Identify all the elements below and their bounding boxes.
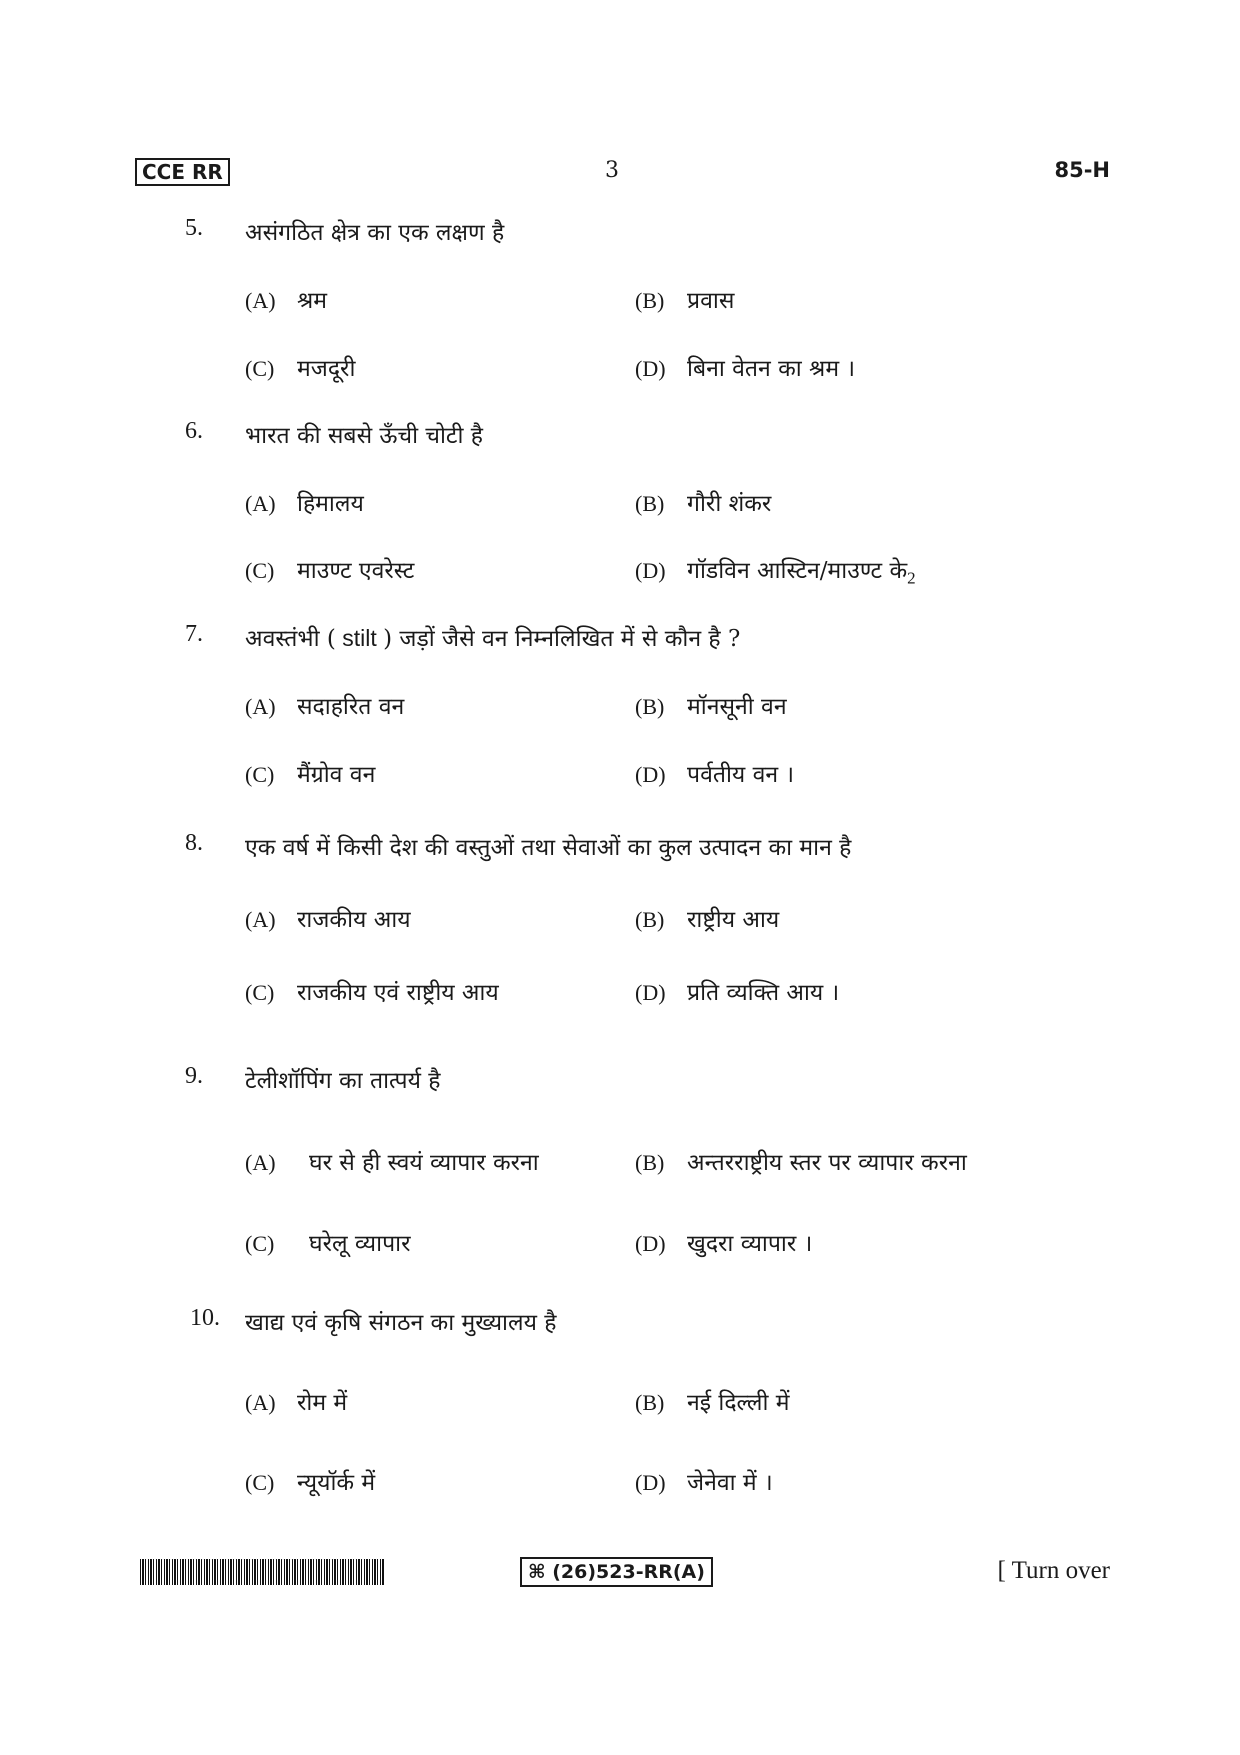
option-label: (D) (635, 980, 666, 1005)
option-c (245, 1226, 411, 1258)
option-row (245, 283, 1085, 317)
option-d (635, 1226, 812, 1258)
option-row (245, 553, 1085, 587)
option-row (245, 351, 1085, 385)
option-label: (B) (635, 694, 665, 719)
option-b (635, 1385, 790, 1417)
option-row (245, 1465, 1085, 1499)
option-label: (D) (635, 762, 666, 787)
question-text: खाद्य एवं कृषि संगठन का मुख्यालय है (245, 1310, 557, 1336)
option-row (245, 757, 1085, 791)
option-b (635, 283, 734, 315)
option-label: (A) (245, 1390, 276, 1415)
option-text: नई दिल्ली में (687, 1390, 790, 1416)
option-row (245, 689, 1085, 723)
option-d (635, 1465, 773, 1497)
barcode (140, 1559, 385, 1585)
option-c (245, 975, 499, 1007)
option-label: (A) (245, 1150, 276, 1175)
option-label: (C) (245, 980, 275, 1005)
option-text: खुदरा व्यापार । (687, 1231, 813, 1257)
question-number: 7. (185, 621, 203, 647)
option-text: अन्तरराष्ट्रीय स्तर पर व्यापार करना (687, 1150, 967, 1176)
option-text: राष्ट्रीय आय (687, 907, 780, 933)
option-c (245, 757, 375, 789)
question-number: 10. (190, 1305, 220, 1331)
option-label: (C) (245, 356, 275, 381)
option-text: रोम में (297, 1390, 348, 1416)
option-label: (A) (245, 288, 276, 313)
option-text: मैंग्रोव वन (297, 762, 376, 788)
question-text: भारत की सबसे ऊँची चोटी है (245, 423, 483, 449)
page-header (135, 158, 1110, 190)
exam-code-box: CCE RR (135, 158, 230, 186)
option-subscript: 2 (907, 568, 916, 588)
option-row (245, 1226, 1085, 1260)
option-label: (D) (635, 1231, 666, 1256)
option-a (245, 283, 327, 315)
option-a (245, 689, 404, 721)
question-number: 6. (185, 418, 203, 444)
option-label: (C) (245, 558, 275, 583)
option-text: मॉनसूनी वन (687, 694, 787, 720)
question-number: 9. (185, 1063, 203, 1089)
option-a (245, 1385, 347, 1417)
option-b (635, 486, 771, 518)
option-text: श्रम (297, 288, 328, 314)
option-row (245, 486, 1085, 520)
option-text: जेनेवा में । (687, 1470, 773, 1496)
question-text-part: ) जड़ों जैसे वन निम्नलिखित में से कौन है ? (383, 626, 741, 652)
option-d (635, 757, 794, 789)
option-row (245, 902, 1085, 936)
option-d (635, 351, 855, 383)
option-label: (C) (245, 1231, 275, 1256)
option-b (635, 689, 787, 721)
paper-code: 85-H (1054, 158, 1110, 182)
option-b (635, 1145, 967, 1177)
option-label: (B) (635, 1150, 665, 1175)
question-text (245, 621, 740, 653)
option-text: प्रवास (687, 288, 735, 314)
option-label: (A) (245, 907, 276, 932)
option-label: (B) (635, 1390, 665, 1415)
page-number: 3 (605, 158, 619, 183)
option-a (245, 902, 411, 934)
question-number: 8. (185, 830, 203, 856)
option-text: गॉडविन आस्टिन/माउण्ट के (687, 558, 908, 584)
turn-over-note: [ Turn over (997, 1557, 1110, 1584)
option-label: (B) (635, 491, 665, 516)
option-text: मजदूरी (297, 356, 356, 382)
option-a (245, 1145, 539, 1177)
option-text: घरेलू व्यापार (309, 1231, 411, 1257)
option-text: सदाहरित वन (297, 694, 405, 720)
option-label: (B) (635, 907, 665, 932)
page-footer (140, 1555, 1110, 1595)
option-d (635, 975, 839, 1007)
option-label: (C) (245, 762, 275, 787)
option-row (245, 1145, 1085, 1179)
option-d (635, 553, 916, 589)
option-text: न्यूयॉर्क में (297, 1470, 376, 1496)
option-text: बिना वेतन का श्रम । (687, 356, 856, 382)
option-label: (D) (635, 1470, 666, 1495)
option-row (245, 975, 1085, 1009)
series-code-box: ⌘ (26)523-RR(A) (520, 1557, 713, 1587)
option-c (245, 553, 414, 585)
option-row (245, 1385, 1085, 1419)
question-number: 5. (185, 215, 203, 241)
question-text: असंगठित क्षेत्र का एक लक्षण है (245, 220, 505, 246)
option-text: गौरी शंकर (687, 491, 772, 517)
option-text: हिमालय (297, 491, 364, 517)
question-text: टेलीशॉपिंग का तात्पर्य है (245, 1068, 441, 1094)
option-a (245, 486, 364, 518)
option-text: राजकीय एवं राष्ट्रीय आय (297, 980, 499, 1006)
question-text-part: अवस्तंभी ( (245, 626, 336, 652)
option-label: (B) (635, 288, 665, 313)
question-text-latin: stilt (335, 625, 384, 651)
option-label: (A) (245, 491, 276, 516)
option-text: प्रति व्यक्ति आय । (687, 980, 840, 1006)
option-label: (A) (245, 694, 276, 719)
option-c (245, 1465, 375, 1497)
option-text: पर्वतीय वन । (687, 762, 795, 788)
option-c (245, 351, 355, 383)
option-label: (C) (245, 1470, 275, 1495)
option-text: राजकीय आय (297, 907, 411, 933)
option-label: (D) (635, 558, 666, 583)
option-b (635, 902, 779, 934)
question-text: एक वर्ष में किसी देश की वस्तुओं तथा सेवाओं का कुल उत्पादन का मान है (245, 835, 852, 861)
option-text: माउण्ट एवरेस्ट (297, 558, 415, 584)
option-label: (D) (635, 356, 666, 381)
option-text: घर से ही स्वयं व्यापार करना (309, 1150, 539, 1176)
